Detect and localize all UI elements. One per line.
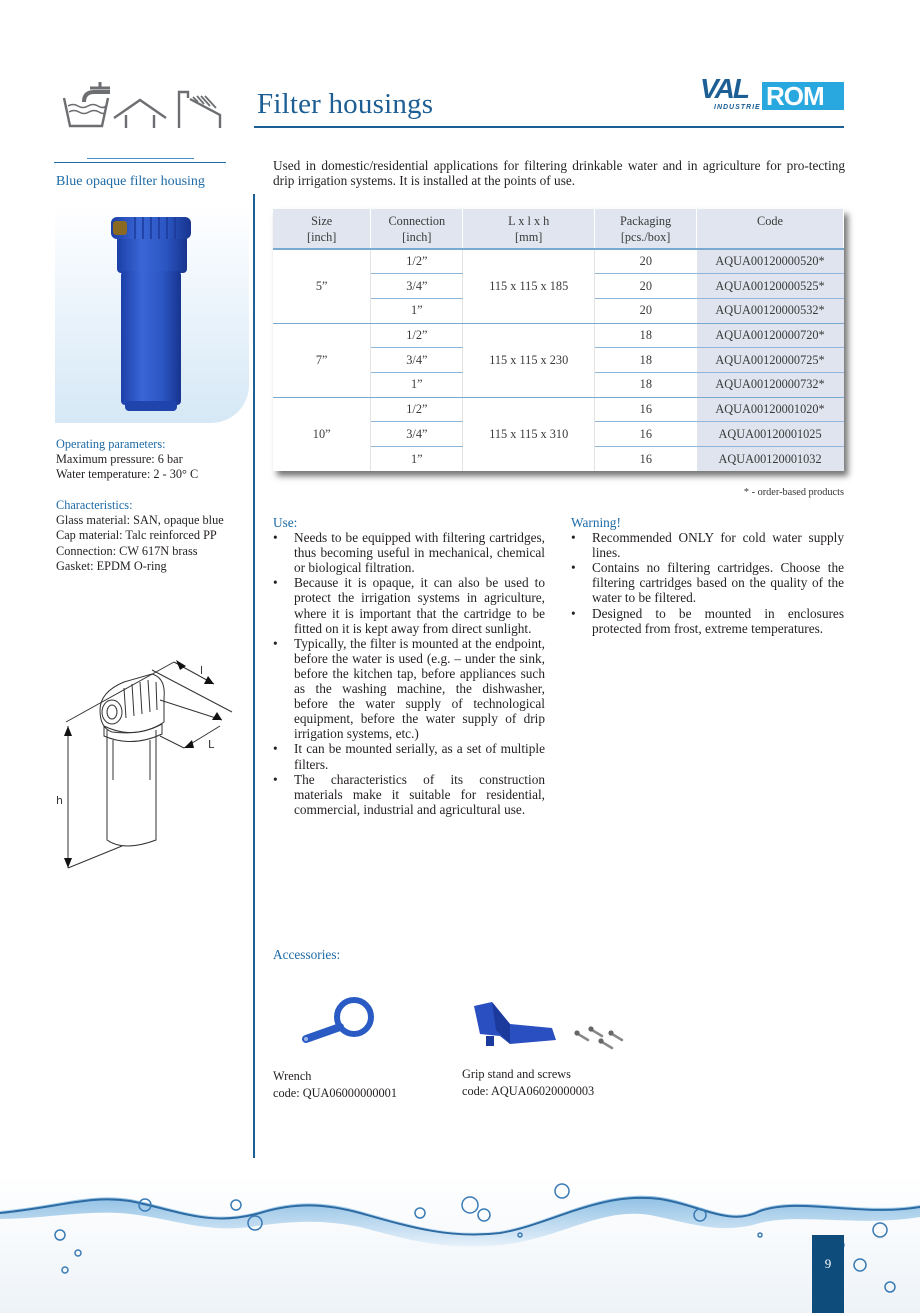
code-cell: AQUA00120000525*	[697, 274, 844, 299]
accessory-wrench	[273, 1068, 397, 1102]
page-number: 9	[812, 1235, 844, 1313]
list-item: • Designed to be mounted in enclosures protected from frost, extreme temperatures.	[571, 606, 844, 636]
code-cell: AQUA00120000520*	[697, 249, 844, 274]
valrom-logo	[700, 72, 845, 112]
dimension-diagram	[52, 640, 242, 880]
connection-cell: 3/4”	[371, 422, 463, 447]
connection-cell: 1”	[371, 372, 463, 397]
dimensions-cell: 115 x 115 x 230	[463, 323, 595, 397]
size-cell: 5”	[273, 249, 371, 323]
connection-cell: 1/2”	[371, 249, 463, 274]
connection-material: Connection: CW 617N brass	[56, 543, 198, 558]
list-item: • It can be mounted serially, as a set of multiple filters.	[273, 741, 545, 771]
max-pressure: Maximum pressure: 6 bar	[56, 452, 183, 467]
connection-cell: 1”	[371, 447, 463, 472]
packaging-cell: 18	[595, 348, 697, 373]
gasket-material: Gasket: EPDM O-ring	[56, 558, 167, 573]
page-title: Filter housings	[257, 88, 434, 120]
connection-cell: 3/4”	[371, 348, 463, 373]
code-cell: AQUA00120000725*	[697, 348, 844, 373]
header-dimensions: L x l x h [mm]	[463, 209, 595, 249]
code-cell: AQUA00120000532*	[697, 298, 844, 323]
code-cell: AQUA00120000720*	[697, 323, 844, 348]
logo-rom: ROM	[766, 81, 824, 111]
dimensions-cell: 115 x 115 x 185	[463, 249, 595, 323]
label-h: h	[56, 794, 63, 807]
dimensions-cell: 115 x 115 x 310	[463, 397, 595, 471]
water-temperature: Water temperature: 2 - 30° C	[56, 467, 199, 482]
packaging-cell: 20	[595, 249, 697, 274]
sidebar-rule-long	[54, 162, 226, 163]
product-caption: Blue opaque filter housing	[56, 174, 205, 189]
packaging-cell: 16	[639, 451, 652, 466]
operating-parameters	[56, 437, 198, 483]
label-L: L	[208, 738, 215, 751]
warning-heading: Warning!	[571, 515, 621, 530]
application-icons	[62, 80, 222, 130]
code-cell: AQUA00120001032	[697, 447, 844, 472]
blue-filter-housing-image	[55, 205, 249, 423]
code-cell: AQUA00120000732*	[697, 372, 844, 397]
spec-table	[273, 209, 844, 471]
header-packaging: Packaging [pcs./box]	[595, 209, 697, 249]
operating-parameters-heading: Operating parameters:	[56, 437, 166, 451]
intro-paragraph: Used in domestic/residential applications for filtering drinkable water and in agriculture for pro-tecting drip irrigation systems. It is installed at the points of use.	[273, 158, 845, 188]
product-photo	[55, 205, 249, 423]
packaging-cell: 18	[595, 323, 697, 348]
house-icon	[114, 100, 166, 128]
use-heading: Use:	[273, 515, 298, 530]
size-cell: 10”	[273, 397, 371, 471]
accessory-grip-stand	[462, 1066, 594, 1100]
header-code: Code	[697, 209, 844, 249]
list-item: • Needs to be equipped with filtering cartridges, thus becoming useful in mechanical, chemical or biological filtration.	[273, 530, 545, 575]
accessories-heading: Accessories:	[273, 947, 341, 962]
accessory-name: Grip stand and screws	[462, 1067, 571, 1081]
title-underline	[254, 126, 844, 128]
logo-val: VAL	[700, 73, 748, 104]
connection-cell: 3/4”	[371, 274, 463, 299]
water-tap-basin-icon	[64, 82, 110, 126]
packaging-cell: 16	[595, 397, 697, 422]
table-row	[273, 323, 844, 348]
label-l: l	[200, 664, 204, 677]
use-list	[273, 530, 545, 817]
list-item: • Typically, the filter is mounted at the endpoint, before the water is used (e.g. – under the sink, before the kitchen tap, before appliances such as the washing machine, the dishwasher, before the water supply of technological equipment, before the water supply of drip irrigation systems, etc.)	[273, 636, 545, 742]
table-row	[273, 397, 844, 422]
characteristics	[56, 498, 224, 574]
list-item: • Recommended ONLY for cold water supply lines.	[571, 530, 844, 560]
warning-section	[571, 515, 844, 636]
packaging-cell: 20	[595, 298, 697, 323]
characteristics-heading: Characteristics:	[56, 498, 133, 512]
code-cell: AQUA00120001025	[697, 422, 844, 447]
greenhouse-irrigation-icon	[179, 92, 220, 128]
glass-material: Glass material: SAN, opaque blue	[56, 513, 224, 528]
connection-cell: 1/2”	[371, 323, 463, 348]
list-item: • Contains no filtering cartridges. Choose the filtering cartridges based on the quality of the water to be filtered.	[571, 560, 844, 605]
header-connection: Connection [inch]	[371, 209, 463, 249]
header-size: Size [inch]	[273, 209, 371, 249]
spec-table-container	[273, 209, 844, 471]
table-footnote: * - order-based products	[743, 487, 844, 498]
cap-material: Cap material: Talc reinforced PP	[56, 528, 217, 543]
packaging-cell: 16	[595, 422, 697, 447]
code-cell: AQUA00120001020*	[697, 397, 844, 422]
water-splash-decoration	[0, 1175, 920, 1313]
list-item: • Because it is opaque, it can also be used to protect the irrigation systems in agriculture, where it is important that the cartridge to be fitted on it is kept away from direct sunlight.	[273, 575, 545, 635]
sidebar-rule-short	[87, 158, 194, 159]
grip-stand-screws-image	[470, 1000, 635, 1058]
connection-cell: 1”	[371, 298, 463, 323]
accessory-code: code: QUA06000000001	[273, 1086, 397, 1100]
packaging-cell: 20	[595, 274, 697, 299]
wrench-image	[298, 995, 380, 1045]
list-item: • The characteristics of its construction materials make it suitable for residential, commercial, industrial and agricultural use.	[273, 772, 545, 817]
column-divider	[253, 194, 255, 1158]
logo-industrie: INDUSTRIE	[714, 104, 761, 111]
use-section	[273, 515, 545, 817]
warning-list	[571, 530, 844, 636]
packaging-cell: 18	[595, 372, 697, 397]
table-row	[273, 249, 844, 274]
accessory-code: code: AQUA06020000003	[462, 1084, 595, 1098]
accessory-name: Wrench	[273, 1069, 312, 1083]
connection-cell: 1/2”	[371, 397, 463, 422]
table-header-row	[273, 209, 844, 249]
size-cell: 7”	[273, 323, 371, 397]
